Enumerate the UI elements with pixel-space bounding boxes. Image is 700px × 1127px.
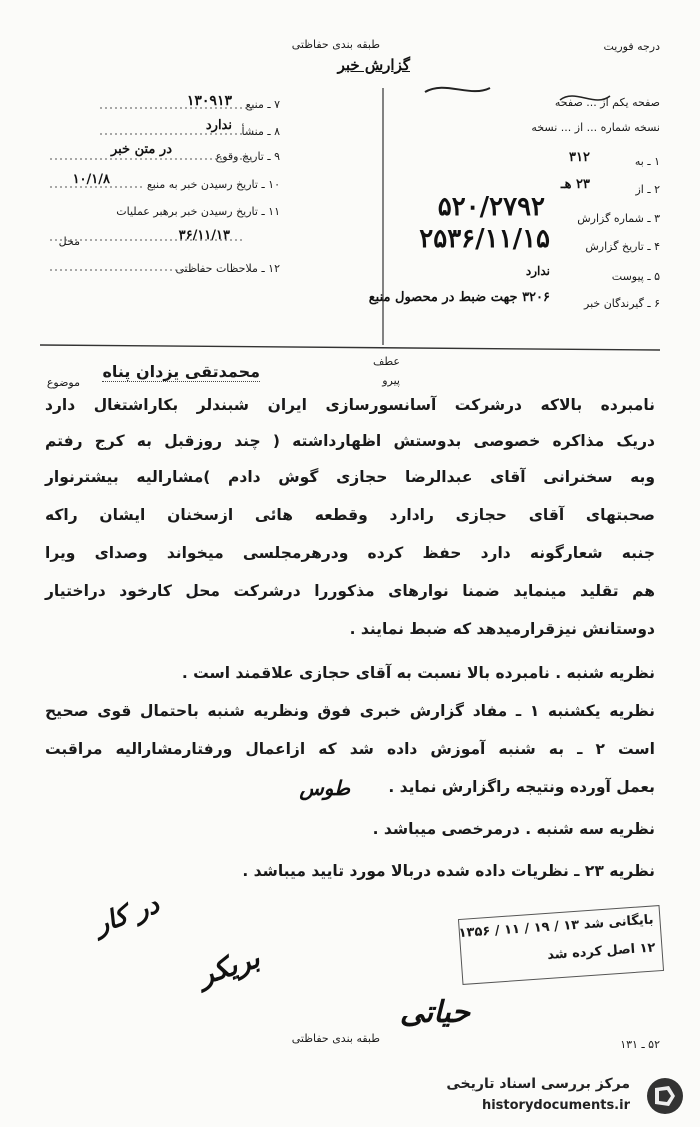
footer-classification-label: طبقه بندی حفاظتی [291, 1032, 380, 1045]
report-title: گزارش خبر [337, 56, 410, 74]
signature: حیاتی [399, 995, 470, 1030]
watermark-url: historydocuments.ir [481, 1098, 630, 1113]
field-from-value: ۲۳ هـ [560, 177, 590, 192]
body-line: بعمل آورده ونتیجه راگزارش نماید . [388, 778, 655, 796]
body-line: جنبه شعارگونه دارد حفظ کرده ودرهرمجلسی میخواند وصدای ویرا [45, 544, 655, 562]
field-recipients-value: ۳۲۰۶ جهت ضبط در محصول منبع [368, 290, 550, 305]
field-to-label: ۱ ـ به [634, 155, 660, 168]
field-report-date-label: ۴ ـ تاریخ گزارش [585, 240, 660, 253]
document-logo-icon [645, 1076, 685, 1116]
handwritten-note-1: در کار [90, 889, 164, 941]
field-origin-value: ندارد [205, 118, 232, 133]
page-label: صفحه یکم از ... صفحه [554, 96, 660, 109]
field-to-value: ۳۱۲ [569, 150, 590, 165]
field-place-label: محل [58, 235, 80, 248]
copy-label: نسخه شماره ... از ... نسخه [531, 121, 660, 134]
watermark-title: مرکز بررسی اسناد تاریخی [446, 1076, 630, 1092]
archive-stamp [458, 905, 664, 985]
field-origin-label: ۸ ـ منشأ [241, 125, 280, 138]
body-line: است ۲ ـ به شنبه آموزش داده شد که ازاعمال ورفتارمشارالیه مراقبت [45, 740, 655, 758]
body-line: دریک مذاکره خصوصی بدوستش اظهارداشته ( چند روزقبل به کرج رفتم [45, 432, 655, 450]
body-line: صحبتهای آقای حجازی رادارد وقطعه هائی ازسخنان ایشان راکه [45, 506, 655, 524]
field-place-value: ۳۶/۱۱/۱۳ [178, 228, 230, 243]
body-line: وبه سخنرانی آقای عبدالرضا حجازی گوش دادم )مشارالیه بیشترنوار [45, 468, 655, 486]
stamp-line-2: ۱۲ اصل کرده شد [546, 940, 656, 963]
handwritten-margin-note: طوس [299, 776, 350, 800]
field-occurrence-date-label: ۹ ـ تاریخ وقوع [215, 150, 280, 163]
watermark-banner [410, 1068, 695, 1123]
field-received-source-value: ۱۰/۱/۸ [72, 172, 110, 187]
classification-label: طبقه بندی حفاظتی [291, 38, 380, 51]
field-attachment-label: ۵ ـ پیوست [611, 270, 660, 283]
field-received-source-label: ۱۰ ـ تاریخ رسیدن خبر به منبع [146, 178, 280, 191]
body-line: هم تقلید مینماید ضمنا نوارهای مذکوررا درشرکت محل کارخود دراختیار [45, 582, 655, 600]
field-report-date-value: ۲۵۳۶/۱۱/۱۵ [419, 224, 550, 254]
body-line: نامبرده بالاکه درشرکت آسانسورسازی ایران شبندلر بکاراشتغال دارد [45, 396, 655, 414]
body-line: دوستانش نیزقرارمیدهد که ضبط نمایند . [349, 620, 655, 638]
field-report-number-label: ۳ ـ شماره گزارش [577, 212, 660, 225]
field-occurrence-date-value: در متن خبر [110, 142, 172, 157]
priority-label: درجه فوریت [603, 40, 660, 53]
body-line: نظریه شنبه . نامبرده بالا نسبت به آقای حجازی علاقمند است . [181, 664, 655, 682]
field-received-ops-label: ۱۱ ـ تاریخ رسیدن خبر برهبر عملیات [116, 205, 280, 218]
field-security-notes-label: ۱۲ ـ ملاحظات حفاظتی [175, 262, 280, 275]
subject-label: موضوع [46, 376, 80, 389]
field-attachment-value: ندارد [525, 264, 550, 278]
body-line: نظریه ۲۳ ـ نظریات داده شده دربالا مورد تایید میباشد . [242, 862, 655, 880]
handwritten-note-2: بریکر [194, 941, 264, 992]
field-recipients-label: ۶ ـ گیرندگان خبر [584, 297, 660, 310]
field-report-number-value: ۵۲۰/۲۷۹۲ [437, 192, 545, 222]
body-line: نظریه سه شنبه . درمرخصی میباشد . [372, 820, 655, 838]
form-code: ۵۲ ـ ۱۳۱ [620, 1038, 660, 1051]
subject-value: محمدتقی یزدان پناه [102, 362, 260, 381]
field-from-label: ۲ ـ از [635, 183, 660, 196]
body-line: نظریه یکشنبه ۱ ـ مفاد گزارش خبری فوق ونظریه شنبه باحتمال قوی صحیح [45, 702, 656, 720]
field-source-value: ۱۳۰۹۱۳ [186, 93, 232, 109]
header-rules [0, 0, 700, 400]
ref-value: پیرو [382, 374, 400, 387]
field-source-label: ۷ ـ منبع [245, 98, 280, 111]
stamp-line-1: بایگانی شد ۱۳ / ۱۹ / ۱۱ / ۱۳۵۶ [458, 912, 655, 942]
ref-label: عطف [373, 355, 400, 368]
